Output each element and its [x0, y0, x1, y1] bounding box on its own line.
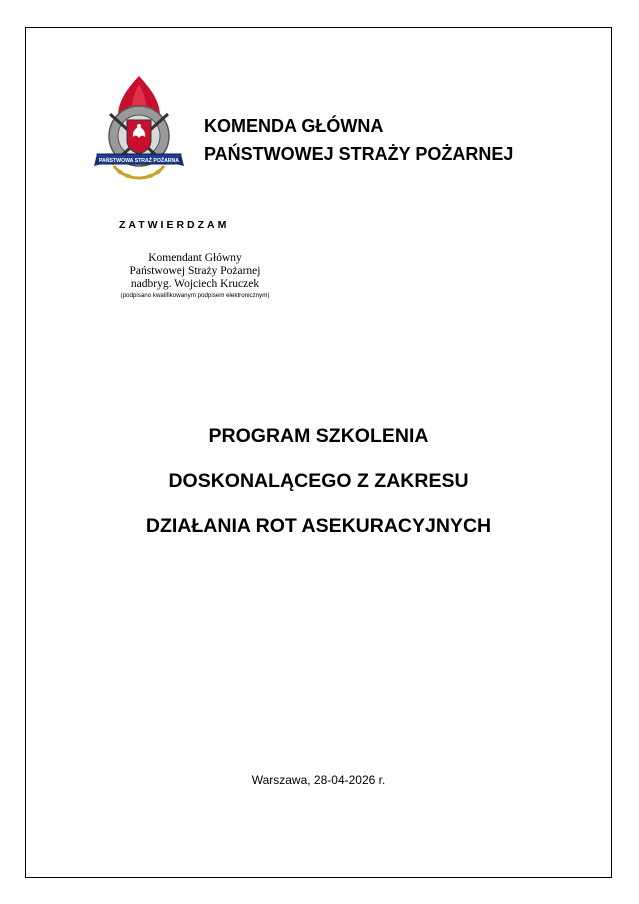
place-date: Warszawa, 28-04-2026 r.: [251, 773, 386, 787]
signer-title-1: Komendant Główny: [148, 252, 242, 264]
approval-label: ZATWIERDZAM: [119, 219, 230, 231]
signer-name: nadbryg. Wojciech Kruczek: [130, 278, 260, 290]
psp-emblem-icon: [94, 74, 184, 184]
title-line-3: DZIAŁANIA ROT ASEKURACYJNYCH: [145, 515, 492, 537]
signer-block: [60, 252, 330, 300]
signer-title-2: Państwowej Straży Pożarnej: [129, 265, 261, 277]
document-title: [25, 420, 612, 555]
org-line-1: KOMENDA GŁÓWNA: [204, 116, 384, 136]
organization-name: [204, 112, 513, 168]
title-line-2: DOSKONALĄCEGO Z ZAKRESU: [168, 470, 469, 492]
signature-note: (podpisano kwalifikowanym podpisem elektronicznym): [120, 292, 270, 299]
emblem-ribbon-text: PAŃSTWOWA STRAŻ POŻARNA: [98, 158, 180, 164]
title-line-1: PROGRAM SZKOLENIA: [208, 425, 429, 447]
org-line-2: PAŃSTWOWEJ STRAŻY POŻARNEJ: [204, 144, 514, 164]
